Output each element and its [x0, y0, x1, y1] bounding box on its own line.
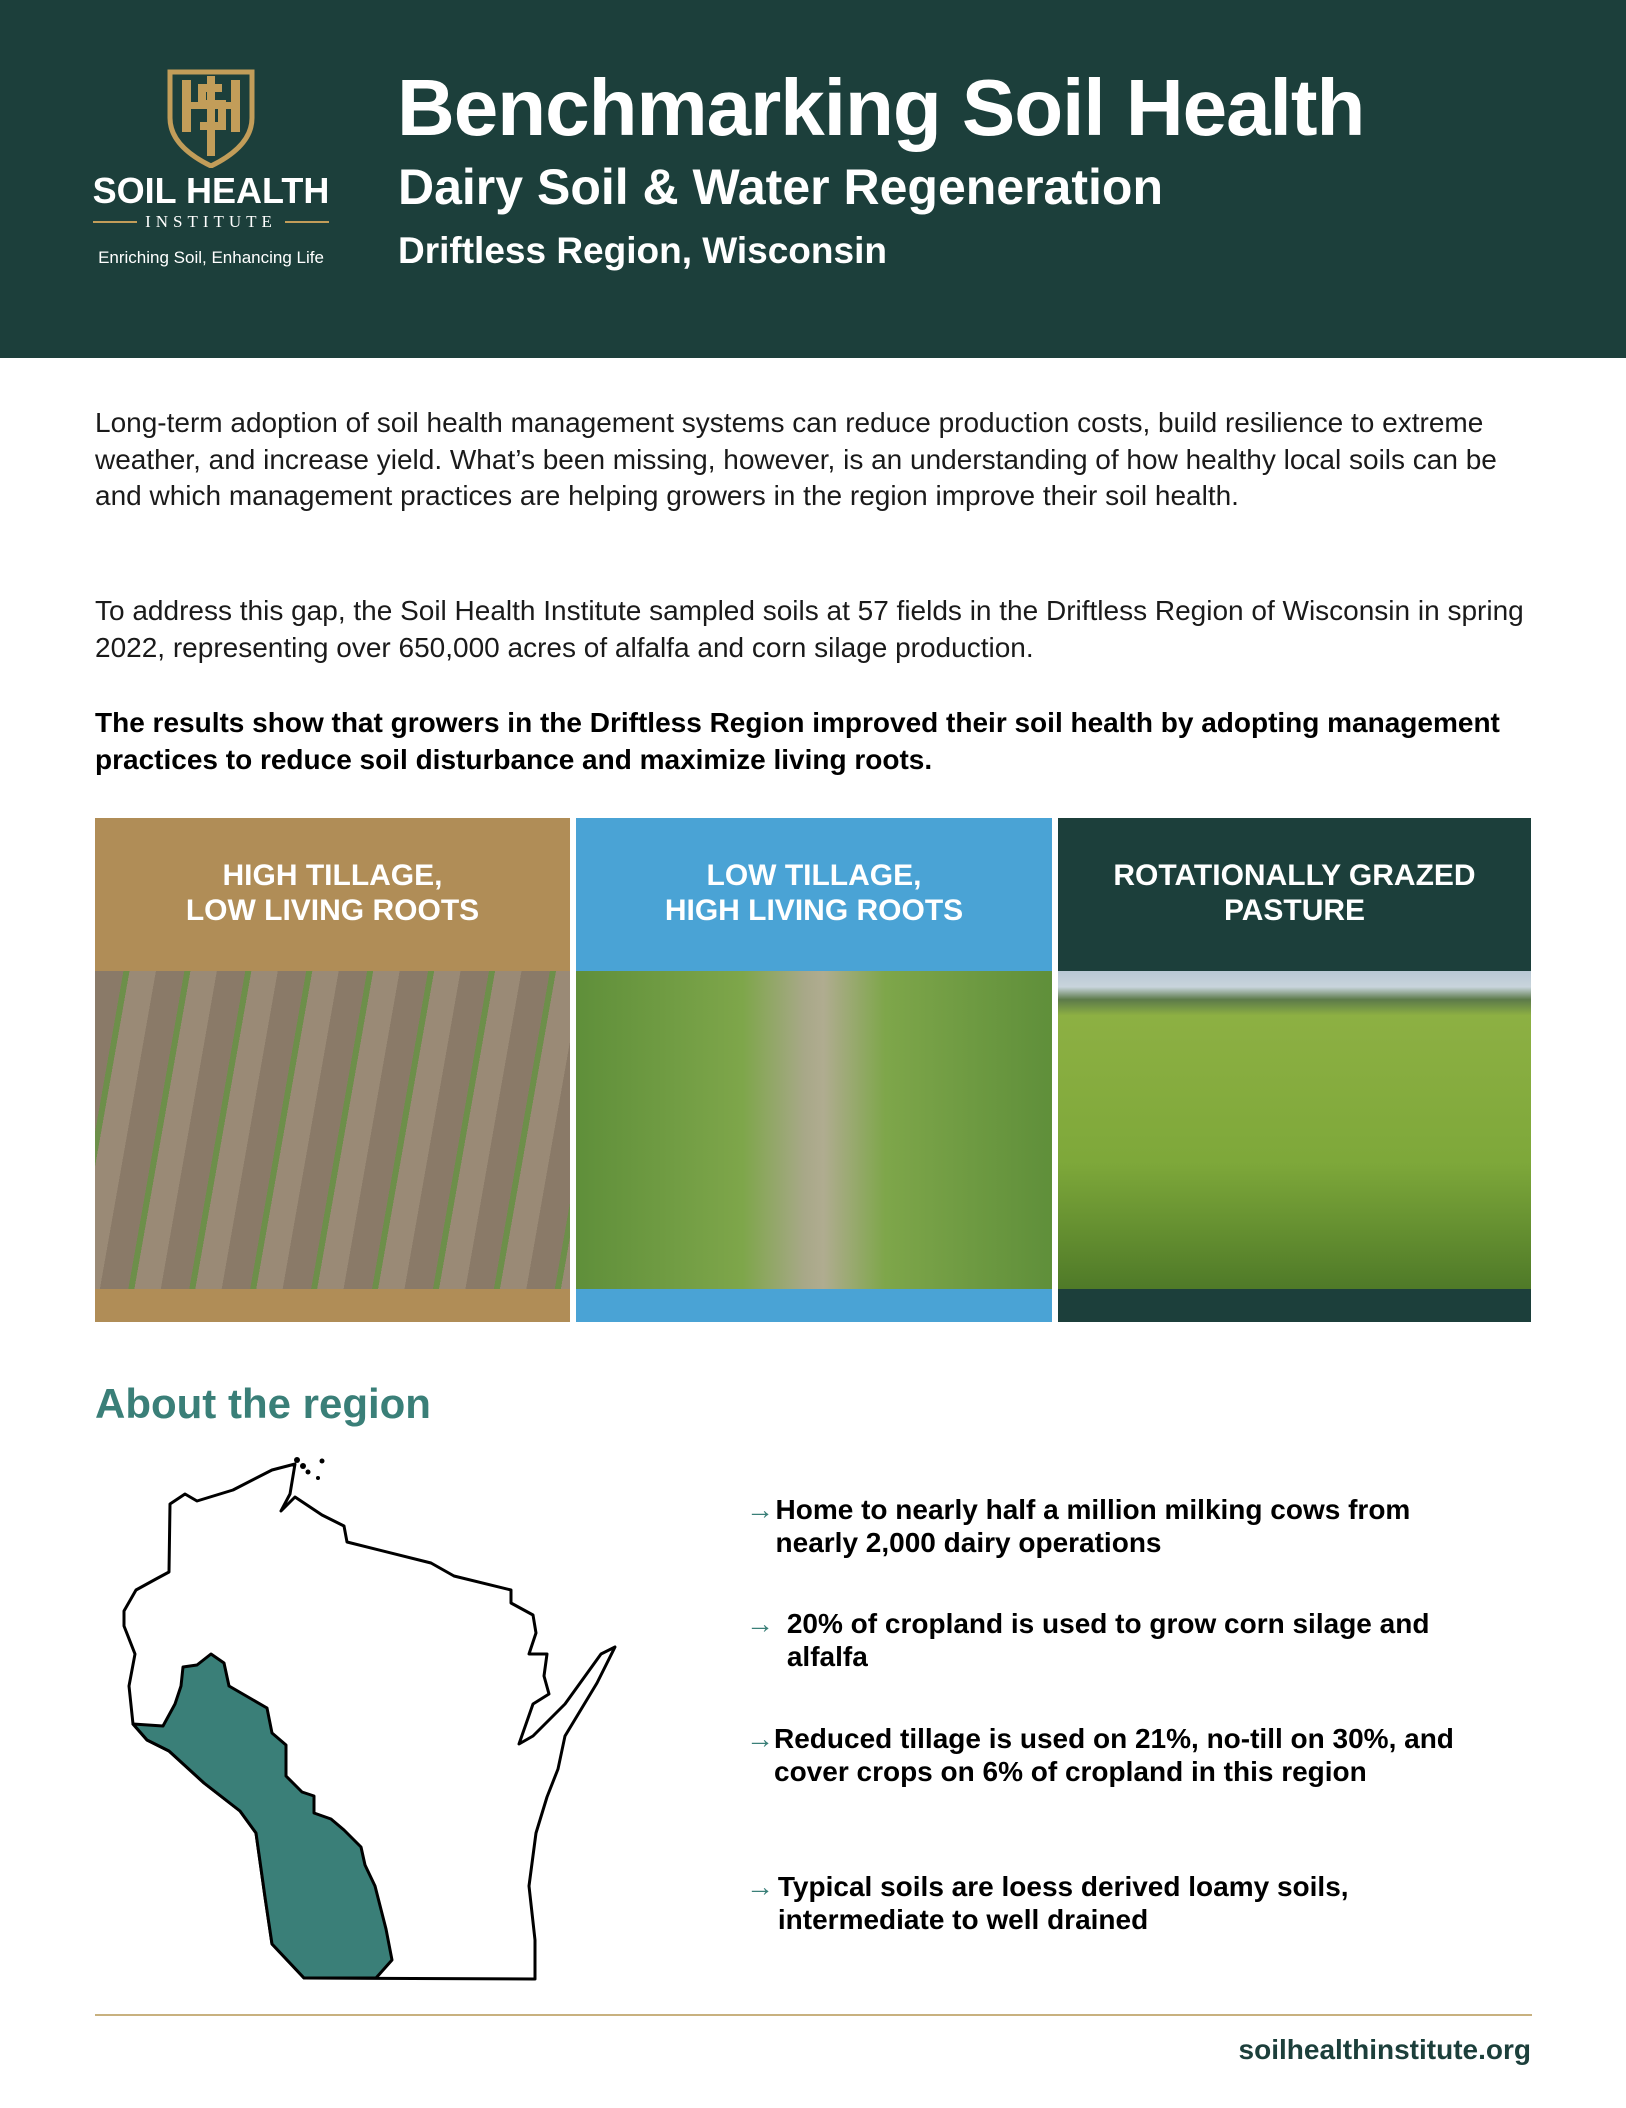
region-fact: → Typical soils are loess derived loamy soils, intermediate to well drained: [746, 1871, 1349, 1935]
panel-bar: [576, 1289, 1052, 1322]
panel-grazed-pasture: [1058, 818, 1531, 1322]
logo-institute: INSTITUTE: [80, 212, 342, 232]
photo-tilled-corn-field: [95, 971, 570, 1289]
panel-heading: HIGH TILLAGE, LOW LIVING ROOTS: [95, 818, 570, 971]
islands: [294, 1457, 325, 1480]
panel-heading: LOW TILLAGE, HIGH LIVING ROOTS: [576, 818, 1052, 971]
arrow-right-icon: →: [746, 1494, 774, 1525]
arrow-right-icon: →: [746, 1608, 774, 1639]
website-link[interactable]: soilhealthinstitute.org: [1238, 2034, 1531, 2065]
page-subtitle: Dairy Soil & Water Regeneration: [398, 159, 1163, 215]
logo-tagline: Enriching Soil, Enhancing Life: [98, 248, 324, 267]
intro-paragraph-2: To address this gap, the Soil Health Institute sampled soils at 57 fields in the Driftless Region of Wisconsin in spring 2022, representing over 650,000 acres of alfalfa and corn silage production.: [95, 595, 1524, 663]
intro-paragraph-1: Long-term adoption of soil health management systems can reduce production costs, build resilience to extreme weather, and increase yield. What’s been missing, however, is an understanding of how healthy local soils can be and which management practices are helping growers in the region improve their soil health.: [95, 407, 1497, 511]
panel-heading: ROTATIONALLY GRAZED PASTURE: [1058, 818, 1531, 971]
results-statement: The results show that growers in the Driftless Region improved their soil health by adopting management practices to reduce soil disturbance and maximize living roots.: [95, 707, 1500, 775]
panel-high-tillage: [95, 818, 570, 1322]
panel-bar: [1058, 1289, 1531, 1322]
region-fact: → Home to nearly half a million milking cows from nearly 2,000 dairy operations: [746, 1494, 1411, 1558]
header-banner: [0, 0, 1626, 358]
footer-divider: [95, 2014, 1532, 2016]
panel-low-tillage: [576, 818, 1052, 1322]
page-title: Benchmarking Soil Health: [397, 63, 1365, 152]
panel-bar: [95, 1289, 570, 1322]
logo-org-name: SOIL HEALTH: [92, 170, 330, 211]
region-fact: → 20% of cropland is used to grow corn silage and alfalfa: [746, 1608, 1430, 1672]
photo-no-till-corn-field: [576, 971, 1052, 1289]
about-heading: About the region: [95, 1380, 431, 1427]
arrow-right-icon: →: [746, 1871, 774, 1902]
shield-icon: [166, 68, 256, 168]
region-label: Driftless Region, Wisconsin: [398, 230, 887, 271]
arrow-right-icon: →: [746, 1723, 774, 1754]
region-fact: → Reduced tillage is used on 21%, no-till on 30%, and cover crops on 6% of cropland in this region: [746, 1723, 1454, 1787]
wisconsin-map: [90, 1440, 650, 2000]
soil-health-institute-logo: [80, 68, 342, 268]
photo-pasture: [1058, 971, 1531, 1289]
